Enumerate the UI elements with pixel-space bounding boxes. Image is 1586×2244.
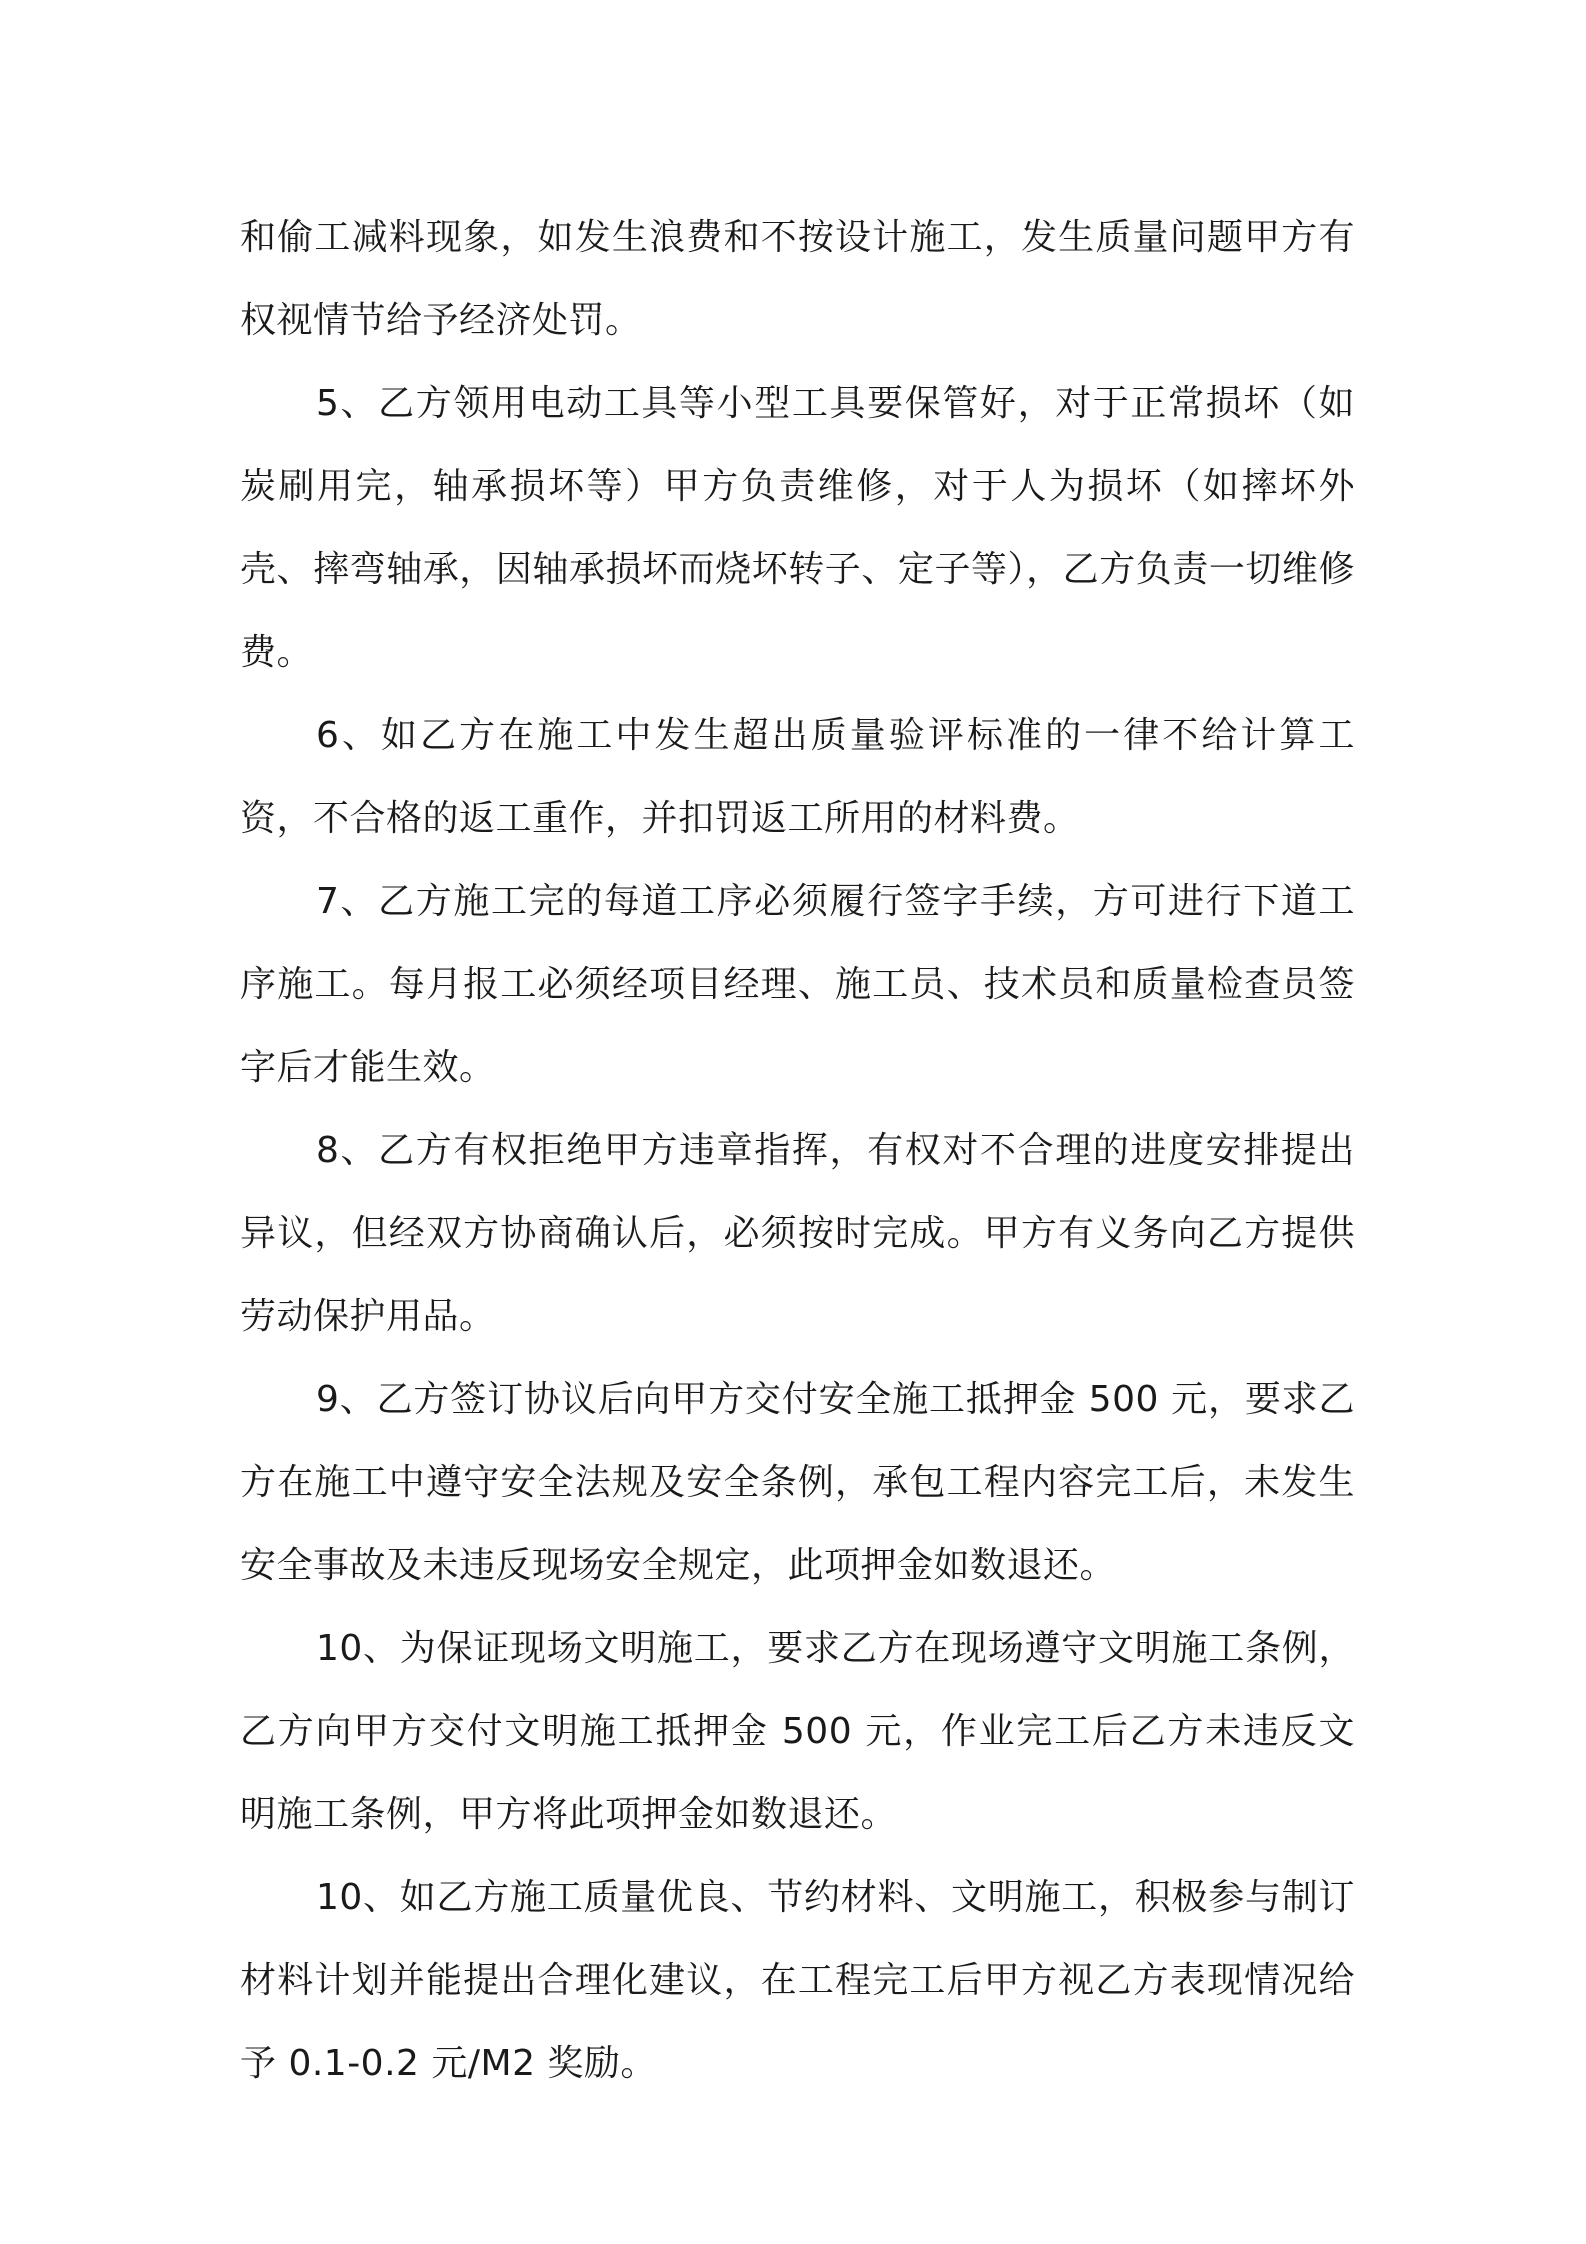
document-body <box>240 196 1355 2105</box>
paragraph-clause-9: 9、乙方签订协议后向甲方交付安全施工抵押金 500 元，要求乙方在施工中遵守安全法规及安全条例，承包工程内容完工后，未发生安全事故及未违反现场安全规定，此项押金如数退还。 <box>240 1379 1355 1586</box>
paragraph-clause-5: 5、乙方领用电动工具等小型工具要保管好，对于正常损坏（如炭刷用完，轴承损坏等）甲方负责维修，对于人为损坏（如摔坏外壳、摔弯轴承，因轴承损坏而烧坏转子、定子等），乙方负责一切维修费。 <box>240 383 1355 673</box>
paragraph-clause-10-reward: 10、如乙方施工质量优良、节约材料、文明施工，积极参与制订材料计划并能提出合理化建议，在工程完工后甲方视乙方表现情况给予 0.1-0.2 元/M2 奖励。 <box>240 1877 1355 2084</box>
paragraph-clause-10-civilized: 10、为保证现场文明施工，要求乙方在现场遵守文明施工条例，乙方向甲方交付文明施工抵押金 500 元，作业完工后乙方未违反文明施工条例，甲方将此项押金如数退还。 <box>240 1628 1355 1835</box>
paragraph-continuation: 和偷工减料现象，如发生浪费和不按设计施工，发生质量问题甲方有权视情节给予经济处罚。 <box>240 217 1355 341</box>
paragraph-clause-7: 7、乙方施工完的每道工序必须履行签字手续，方可进行下道工序施工。每月报工必须经项目经理、施工员、技术员和质量检查员签字后才能生效。 <box>240 881 1355 1088</box>
paragraph-clause-6: 6、如乙方在施工中发生超出质量验评标准的一律不给计算工资，不合格的返工重作，并扣罚返工所用的材料费。 <box>240 715 1355 839</box>
paragraph-clause-8: 8、乙方有权拒绝甲方违章指挥，有权对不合理的进度安排提出异议，但经双方协商确认后，必须按时完成。甲方有义务向乙方提供劳动保护用品。 <box>240 1130 1355 1337</box>
